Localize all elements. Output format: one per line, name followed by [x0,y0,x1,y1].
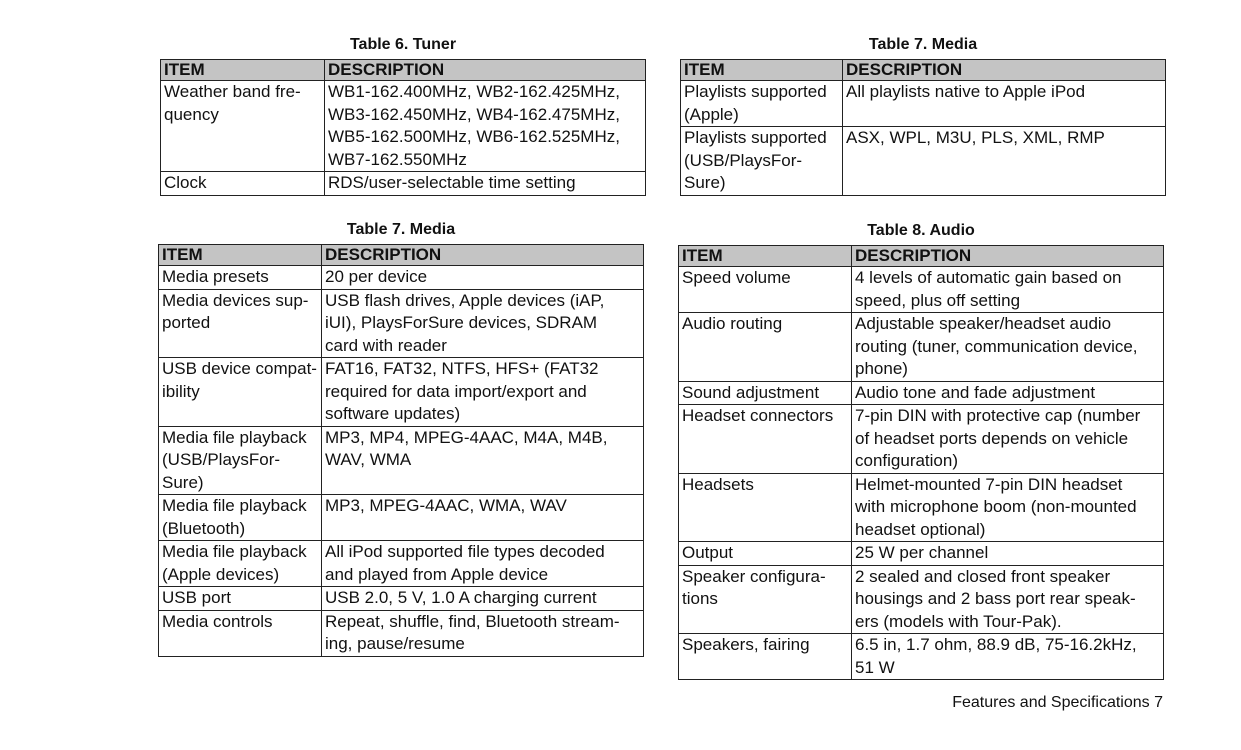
table-media-top-block [680,31,1166,196]
item-cell: USB port [159,587,322,611]
item-cell: Output [679,542,852,566]
table-row [159,495,644,541]
table-row [161,81,646,172]
item-cell: Weather band fre- quency [161,81,325,172]
description-cell: 7-pin DIN with protective cap (number of headset ports depends on vehicle configuration) [852,405,1164,474]
item-cell: Media file playback (Apple devices) [159,541,322,587]
description-column-header: DESCRIPTION [852,246,1164,267]
item-cell: Sound adjustment [679,381,852,405]
table-row [159,358,644,427]
description-cell: Repeat, shuffle, find, Bluetooth stream- ing, pause/resume [322,610,644,656]
table-header-row [679,246,1164,267]
table-caption: Table 7. Media [346,221,456,238]
table-row [159,266,644,290]
description-column-header: DESCRIPTION [325,60,646,81]
page-footer: Features and Specifications 7 [952,694,1163,711]
table-caption: Table 7. Media [868,36,978,53]
description-cell: WB1-162.400MHz, WB2-162.425MHz, WB3-162.450MHz, WB4-162.475MHz, WB5-162.500MHz, WB6-162.525MHz, WB7-162.550MHz [325,81,646,172]
item-cell: Audio routing [679,313,852,382]
table-row [159,289,644,358]
item-column-header: ITEM [161,60,325,81]
description-cell: Helmet-mounted 7-pin DIN headset with microphone boom (non-mounted headset optional) [852,473,1164,542]
description-cell: All iPod supported file types decoded and played from Apple device [322,541,644,587]
table-row [159,541,644,587]
item-cell: USB device compat- ibility [159,358,322,427]
description-column-header: DESCRIPTION [843,60,1166,81]
table-tuner-block [160,31,646,196]
table-media-block [158,216,644,657]
description-cell: MP3, MP4, MPEG-4AAC, M4A, M4B, WAV, WMA [322,426,644,495]
item-cell: Clock [161,172,325,196]
description-cell: RDS/user-selectable time setting [325,172,646,196]
description-cell: FAT16, FAT32, NTFS, HFS+ (FAT32 required for data import/export and software updates) [322,358,644,427]
table-row [679,405,1164,474]
table-audio-block [678,217,1164,680]
table-row [679,634,1164,680]
description-cell: 4 levels of automatic gain based on speed, plus off setting [852,267,1164,313]
item-cell: Headsets [679,473,852,542]
table-row [679,473,1164,542]
description-cell: 2 sealed and closed front speaker housings and 2 bass port rear speak- ers (models with Tour-Pak). [852,565,1164,634]
description-cell: 6.5 in, 1.7 ohm, 88.9 dB, 75-16.2kHz, 51 W [852,634,1164,680]
table-header-row [161,60,646,81]
description-cell: All playlists native to Apple iPod [843,81,1166,127]
item-cell: Speakers, fairing [679,634,852,680]
item-cell: Media file playback (Bluetooth) [159,495,322,541]
table-row [679,267,1164,313]
description-cell: Audio tone and fade adjustment [852,381,1164,405]
table-row [681,81,1166,127]
media-table [158,244,644,657]
description-column-header: DESCRIPTION [322,245,644,266]
table-row [681,127,1166,196]
item-column-header: ITEM [679,246,852,267]
table-row [679,313,1164,382]
table-header-row [681,60,1166,81]
item-cell: Speaker configura- tions [679,565,852,634]
table-header-row [159,245,644,266]
description-cell: ASX, WPL, M3U, PLS, XML, RMP [843,127,1166,196]
table-row [161,172,646,196]
table-row [159,426,644,495]
audio-table [678,245,1164,680]
description-cell: Adjustable speaker/headset audio routing (tuner, communication device, phone) [852,313,1164,382]
table-caption: Table 6. Tuner [349,36,457,53]
table-row [679,542,1164,566]
item-cell: Speed volume [679,267,852,313]
table-row [159,610,644,656]
media-table-top [680,59,1166,196]
item-cell: Headset connectors [679,405,852,474]
tuner-table [160,59,646,196]
item-column-header: ITEM [681,60,843,81]
description-cell: USB flash drives, Apple devices (iAP, iUI), PlaysForSure devices, SDRAM card with reader [322,289,644,358]
item-cell: Media devices sup- ported [159,289,322,358]
item-cell: Playlists supported (Apple) [681,81,843,127]
description-cell: USB 2.0, 5 V, 1.0 A charging current [322,587,644,611]
table-row [679,565,1164,634]
description-cell: 25 W per channel [852,542,1164,566]
table-caption: Table 8. Audio [867,222,975,239]
description-cell: 20 per device [322,266,644,290]
item-cell: Media controls [159,610,322,656]
item-cell: Media presets [159,266,322,290]
description-cell: MP3, MPEG-4AAC, WMA, WAV [322,495,644,541]
item-cell: Media file playback (USB/PlaysFor- Sure) [159,426,322,495]
item-column-header: ITEM [159,245,322,266]
table-row [159,587,644,611]
item-cell: Playlists supported (USB/PlaysFor- Sure) [681,127,843,196]
table-row [679,381,1164,405]
